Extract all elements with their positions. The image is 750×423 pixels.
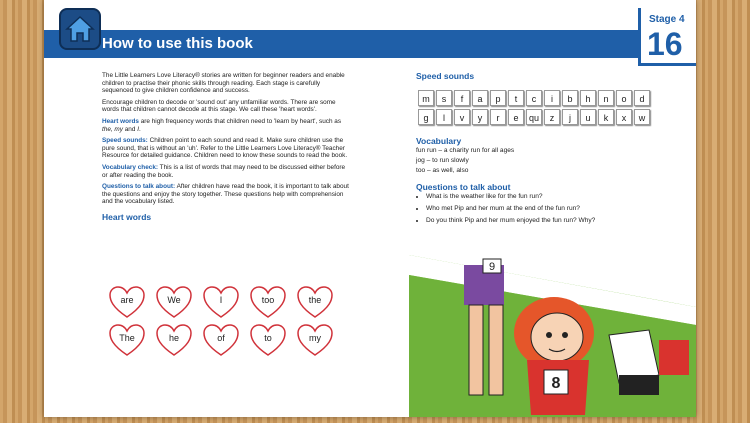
vocab-item: jog – to run slowly [416,157,469,164]
heart-word-1 [108,286,146,320]
speed-sound-tile: j [562,109,578,125]
questions-text: After children have read the book, it is important to talk about the questions and enjoy the story together. These questions help with comprehension and the vocabulary listed. [102,183,349,206]
speed-sound-tile: e [508,109,524,125]
speed-sound-tile: o [616,90,632,106]
intro-paragraph-2: Encourage children to decode or 'sound out' any unfamiliar words. There are some words that children cannot decode at this stage. We call these 'heart words'. [102,98,336,114]
right-column [416,72,686,82]
heart-word-8 [202,324,240,358]
book-page [44,0,696,417]
speed-sound-tile: v [454,109,470,125]
questions-keyword: Questions to talk about: [102,183,176,191]
heart-words-paragraph [102,118,352,133]
speed-sound-tile: r [490,109,506,125]
speed-sound-tile: x [616,109,632,125]
speed-sound-tile: a [472,90,488,106]
speed-sounds-heading: Speed sounds [416,71,475,81]
questions-list [416,192,686,226]
heart-word-4 [249,286,287,320]
speed-sound-tile: d [634,90,650,106]
heart-word-3 [202,286,240,320]
heart-word-label: The [119,333,135,343]
heart-word-label: my [309,333,321,343]
heart-word-label: We [167,295,181,305]
speed-sound-tile: s [436,90,452,106]
question-item: • Do you think Pip and her mum enjoyed the fun run? Why? [426,216,686,226]
speed-sound-tile: k [598,109,614,125]
vocab-item: too – as well, also [416,167,469,174]
speed-sound-tile: qu [526,109,542,125]
speed-sound-tile: t [508,90,524,106]
page-title: How to use this book [102,35,253,52]
questions-heading: Questions to talk about [416,182,511,192]
heart-words-keyword: Heart words [102,117,139,125]
heart-word-10 [296,324,334,358]
heart-word-label: to [264,333,272,343]
vocab-text: This is a list of words that may need to be discussed either before or after reading the book. [102,163,346,179]
speed-sound-tile: u [580,109,596,125]
speed-sound-tile: m [418,90,434,106]
vocab-section [416,136,686,228]
question-item: • Who met Pip and her mum at the end of the fun run? [426,204,686,214]
heart-words-text: are high frequency words that children need to 'learn by heart', such as [138,117,342,125]
speed-sound-tile: c [526,90,542,106]
speed-sound-tile: f [454,90,470,106]
heart-words-i: I [137,125,139,133]
page-number: 16 [647,26,683,62]
speed-sounds-paragraph [102,137,352,160]
speed-sound-tile: i [544,90,560,106]
speed-sound-tile: g [418,109,434,125]
bib-main-number: 8 [551,375,561,392]
heart-word-5 [296,286,334,320]
speed-sound-tile: z [544,109,560,125]
home-button[interactable] [59,8,101,50]
stage-badge [638,8,696,66]
heart-words-and: and [122,125,138,133]
intro-paragraph-1: The Little Learners Love Literacy® stories are written for beginner readers and enable children to practise their phonic skills through reading. Each stage is carefully sequenced to give children confidence and success. [102,72,345,95]
intro-text [102,72,352,222]
heart-word-6 [108,324,146,358]
heart-word-label: I [219,295,223,305]
speed-sound-tile: l [436,109,452,125]
heart-word-label: are [120,295,134,305]
heart-word-9 [249,324,287,358]
speed-sound-tile: n [598,90,614,106]
questions-paragraph [102,183,352,206]
vocab-item: fun run – a charity run for all ages [416,147,515,154]
speed-sounds-text: Children point to each sound and read it. Make sure children use the pure sound, that is without an 'uh'. Refer to the Little Learners Love Literacy® Teacher Resource for detailed guidance. Children need to know these sounds to read the book. [102,137,348,160]
speed-sound-tile: w [634,109,650,125]
question-item: • What is the weather like for the fun run? [426,192,686,202]
speed-sound-tile: p [490,90,506,106]
pip-face [531,313,583,361]
speed-sounds-keyword: Speed sounds: [102,137,148,145]
heart-word-2 [155,286,193,320]
stage-label: Stage 4 [649,14,685,25]
vocab-paragraph [102,164,352,179]
bib-top-number: 9 [488,261,496,273]
heart-words-examples: the, my [102,125,123,133]
vocab-keyword: Vocabulary check: [102,163,159,171]
home-icon [61,10,99,48]
heart-words-end: . [138,125,141,133]
heart-word-label: he [168,333,179,343]
fun-run-illustration [409,255,696,417]
heart-word-label: of [217,333,225,343]
heart-word-label: too [261,295,275,305]
speed-sound-tile: h [580,90,596,106]
heart-word-label: the [308,295,322,305]
speed-sound-tile: b [562,90,578,106]
title-banner [44,30,644,58]
vocab-heading: Vocabulary [416,136,462,146]
heart-word-7 [155,324,193,358]
heart-words-heading: Heart words [102,211,152,222]
speed-sound-tile: y [472,109,488,125]
